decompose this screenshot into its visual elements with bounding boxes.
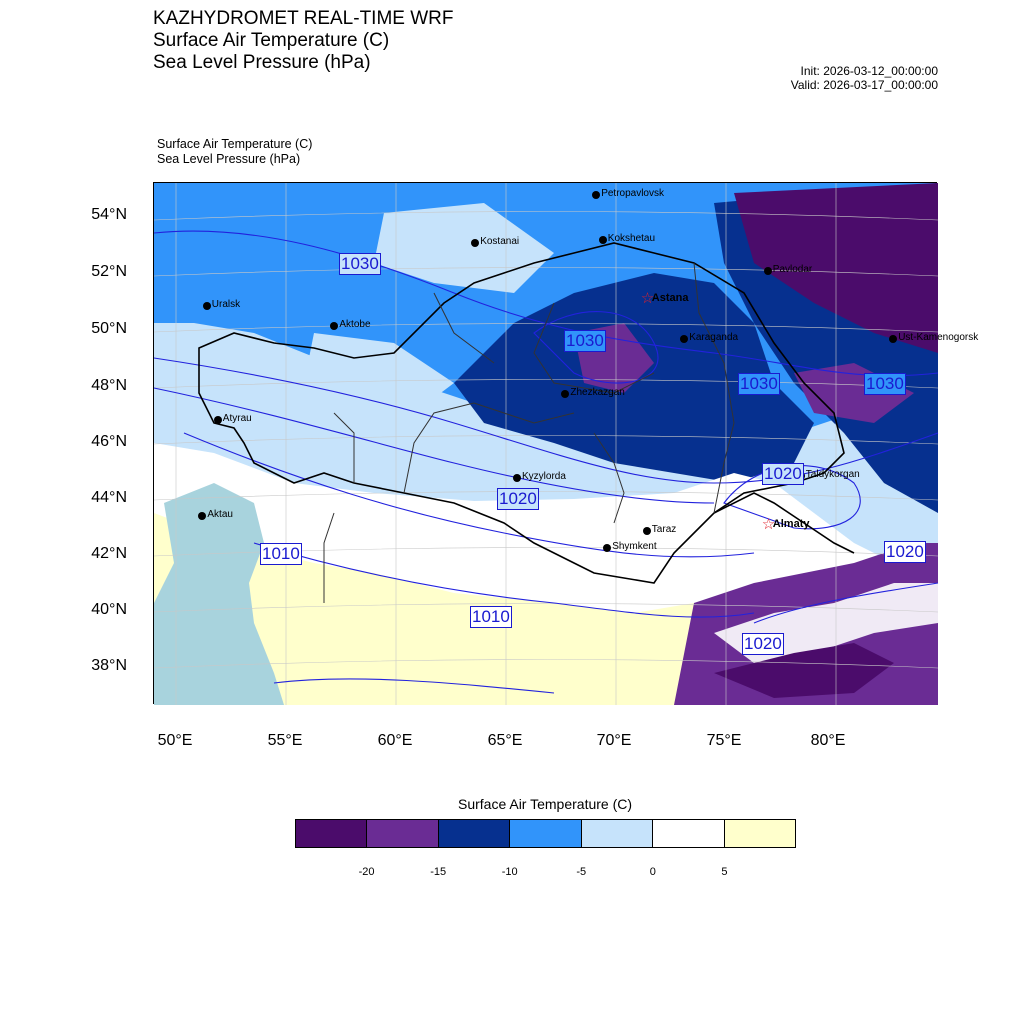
isobar-label-1030-4: 1030: [866, 374, 904, 393]
city-label: Karaganda: [689, 331, 739, 343]
colorbar-label: 0: [649, 866, 656, 878]
city-label: Aktau: [207, 508, 233, 520]
lat-tick-52: 52°N: [91, 263, 127, 280]
lat-tick-50: 50°N: [91, 320, 127, 337]
isobar-label-1030: 1030: [341, 254, 379, 273]
run-times: [791, 64, 938, 92]
lon-tick-75: 75°E: [706, 732, 742, 749]
lat-tick-40: 40°N: [91, 601, 127, 618]
map-canvas: [154, 183, 938, 705]
city-label: Petropavlovsk: [601, 187, 664, 199]
lon-tick-50: 50°E: [157, 732, 193, 749]
isobar-label-1020-3: 1020: [886, 542, 924, 561]
lon-tick-70: 70°E: [596, 732, 632, 749]
city-label: Taldykorgan: [805, 468, 860, 480]
isobar-label-1030-3: 1030: [740, 374, 778, 393]
map-panel: [153, 182, 979, 704]
city-label: Kostanai: [480, 235, 520, 247]
city-dot-icon: [561, 390, 569, 398]
main-title: [153, 8, 454, 74]
colorbar-labels: [0, 866, 1024, 882]
lat-tick-42: 42°N: [91, 545, 127, 562]
colorbar-label: -10: [501, 866, 518, 878]
isobar-label-1010: 1010: [262, 544, 300, 563]
city-label: Aktobe: [339, 319, 371, 331]
lon-tick-65: 65°E: [487, 732, 523, 749]
isobar-label-1030-2: 1030: [566, 331, 604, 350]
city-label: Kyzylorda: [522, 470, 566, 482]
colorbar-label: 5: [721, 866, 728, 878]
city-dot-icon: [513, 474, 521, 482]
city-dot-icon: [214, 416, 222, 424]
panel-line-1: Surface Air Temperature (C): [157, 137, 313, 151]
city-label: Ust-Kamenogorsk: [898, 332, 979, 344]
lat-tick-48: 48°N: [91, 377, 127, 394]
isobar-label-1020: 1020: [764, 464, 802, 483]
panel-line-2: Sea Level Pressure (hPa): [157, 152, 301, 166]
colorbar: [295, 819, 796, 848]
city-dot-icon: [680, 335, 688, 343]
valid-time: Valid: 2026-03-17_00:00:00: [790, 78, 938, 92]
lat-tick-38: 38°N: [91, 657, 127, 674]
city-label: Almaty: [772, 518, 810, 531]
title-line-2: Surface Air Temperature (C): [153, 30, 390, 51]
colorbar-label: -20: [358, 866, 375, 878]
city-label: Astana: [651, 291, 689, 304]
capital-star-icon: ☆: [761, 516, 776, 534]
city-label: Uralsk: [211, 298, 241, 310]
city-label: Taraz: [651, 524, 677, 536]
city-label: Kokshetau: [607, 232, 656, 244]
colorbar-swatch: [724, 820, 795, 847]
city-dot-icon: [203, 302, 211, 310]
city-dot-icon: [764, 267, 772, 275]
colorbar-title: Surface Air Temperature (C): [457, 796, 633, 812]
isobar-label-1020-4: 1020: [744, 634, 782, 653]
colorbar-swatch: [509, 820, 580, 847]
capital-star-icon: ☆: [640, 289, 655, 307]
lat-tick-44: 44°N: [91, 489, 127, 506]
city-label: Atyrau: [222, 413, 252, 425]
colorbar-swatch: [652, 820, 723, 847]
city-label: Pavlodar: [772, 263, 813, 275]
init-time: Init: 2026-03-12_00:00:00: [800, 64, 938, 78]
colorbar-swatch: [366, 820, 437, 847]
colorbar-label: -5: [576, 866, 587, 878]
city-label: Zhezkazgan: [570, 386, 625, 398]
isobar-label-1010-2: 1010: [472, 607, 510, 626]
isobar-label-1020-2: 1020: [499, 489, 537, 508]
lon-tick-55: 55°E: [267, 732, 303, 749]
title-line-3: Sea Level Pressure (hPa): [153, 52, 371, 73]
city-label: Shymkent: [612, 540, 657, 552]
city-dot-icon: [471, 239, 479, 247]
colorbar-swatch: [296, 820, 366, 847]
title-line-1: KAZHYDROMET REAL-TIME WRF: [153, 8, 454, 29]
lon-tick-60: 60°E: [377, 732, 413, 749]
colorbar-swatch: [581, 820, 652, 847]
lat-tick-54: 54°N: [91, 206, 127, 223]
colorbar-label: -15: [430, 866, 447, 878]
lat-tick-46: 46°N: [91, 433, 127, 450]
city-dot-icon: [603, 544, 611, 552]
colorbar-swatch: [438, 820, 509, 847]
city-dot-icon: [599, 236, 607, 244]
panel-header: [157, 137, 312, 167]
lon-tick-80: 80°E: [810, 732, 846, 749]
